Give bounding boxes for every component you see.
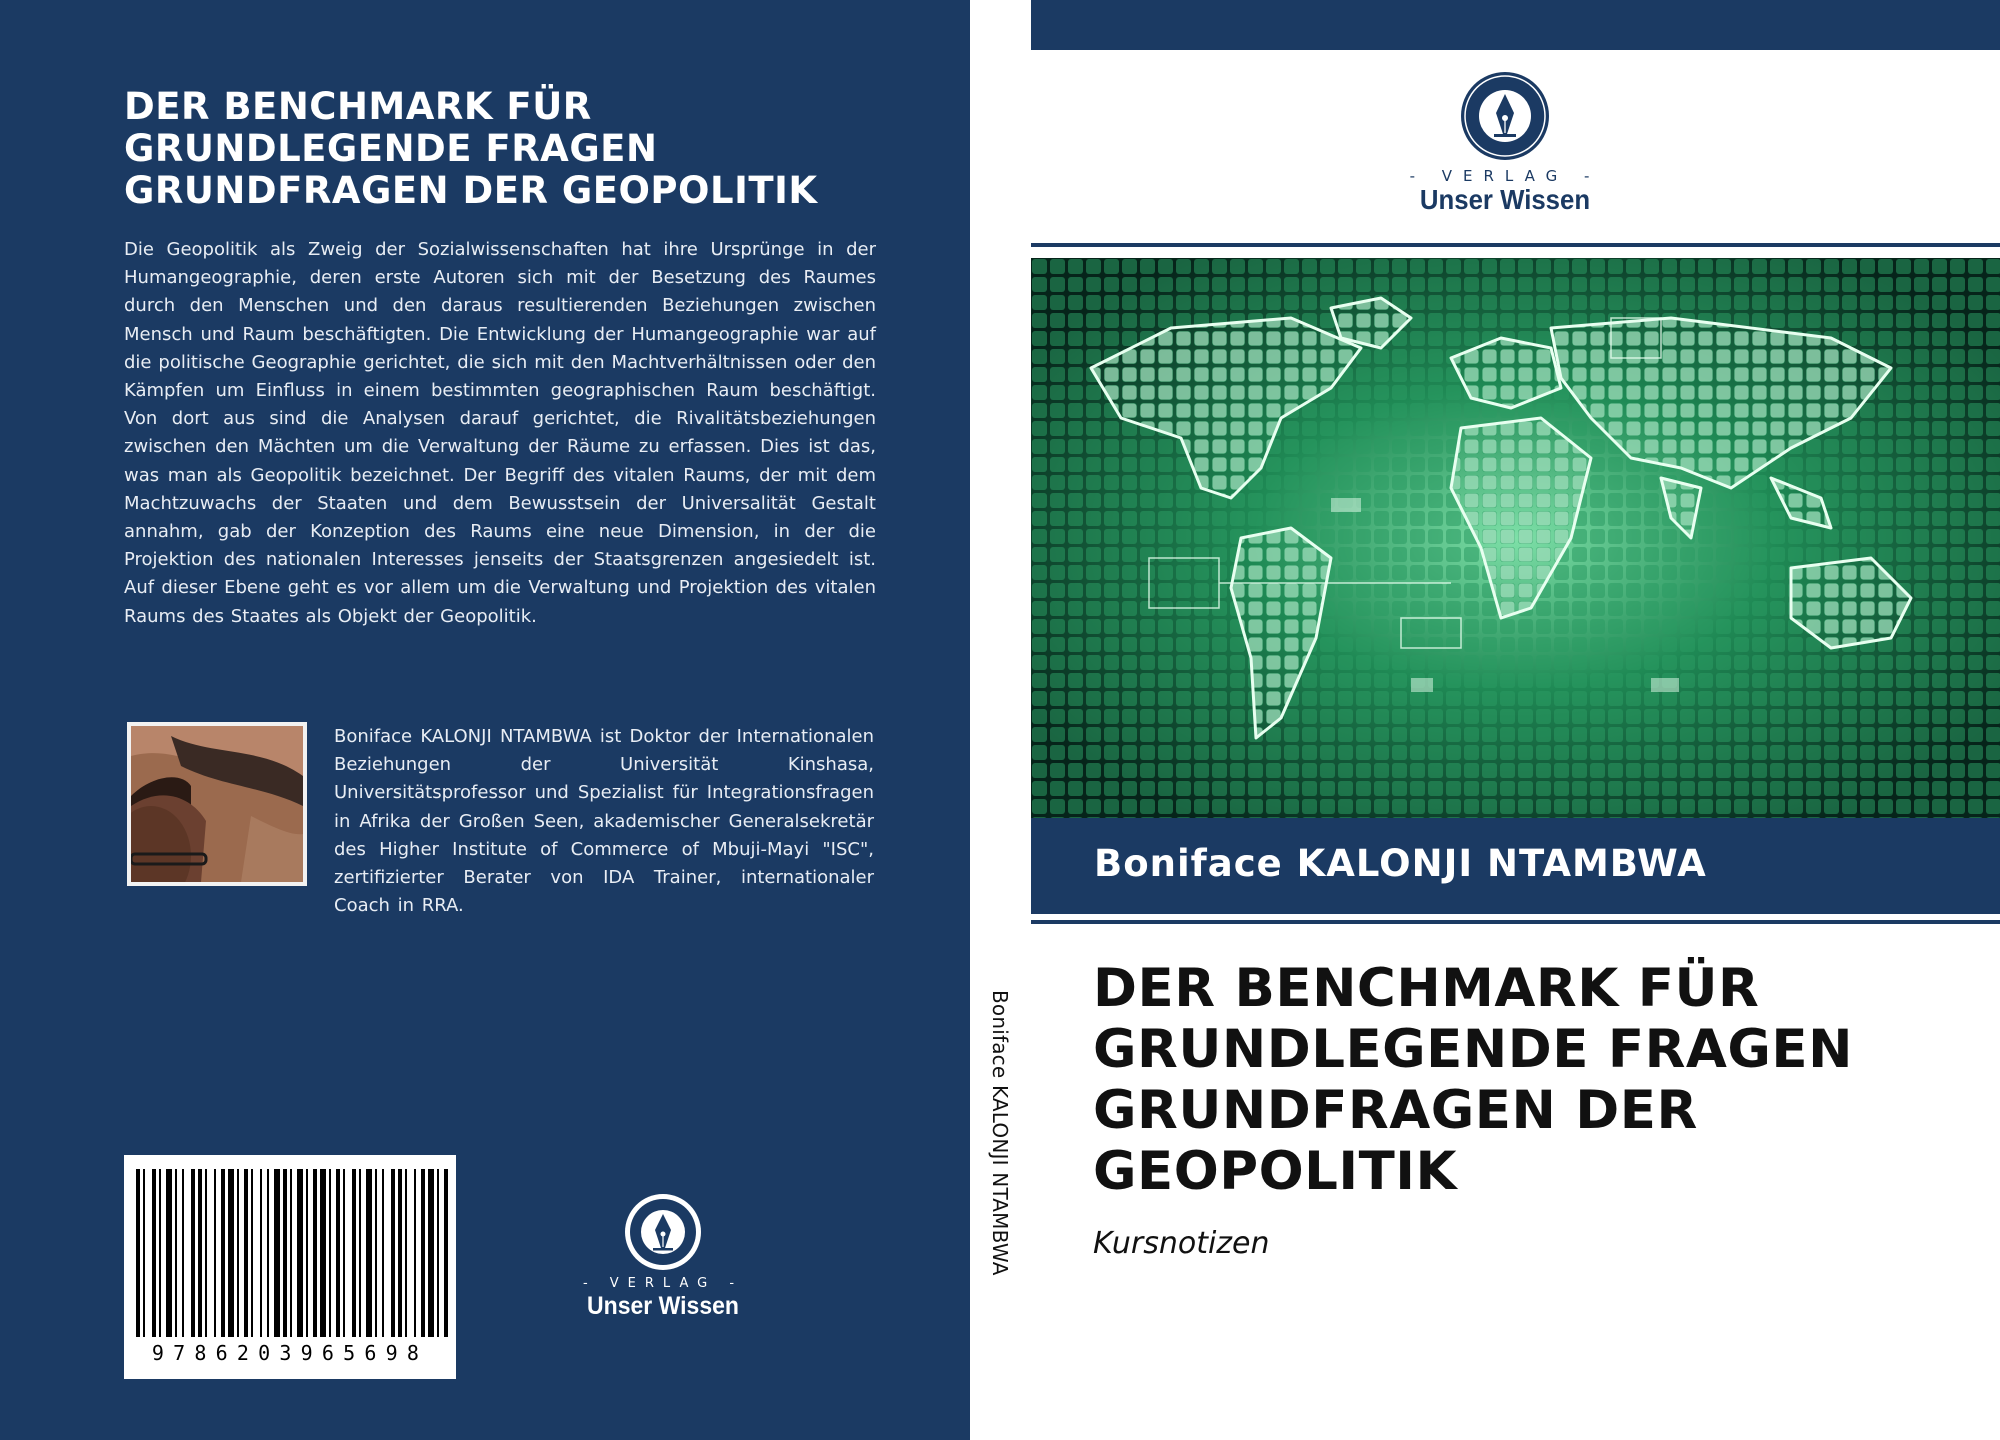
author-bio: Boniface KALONJI NTAMBWA ist Doktor der Internationalen Beziehungen der Universität Kinshasa, Universitätsprofessor und Spezialist für Integrationsfragen in Afrika der Großen Seen, akademischer Generalsekretär des Higher Institute of Commerce of Mbuji-Mayi "ISC", zertifizierter Berater von IDA Trainer, internationaler Coach in RRA. xyxy=(334,726,874,917)
front-title-line: GRUNDFRAGEN DER xyxy=(1093,1080,1698,1141)
back-cover xyxy=(0,0,970,1440)
world-map-image xyxy=(1031,258,2000,818)
front-title-line: GRUNDLEGENDE FRAGEN xyxy=(1093,1019,1853,1080)
back-title-line: GRUNDLEGENDE FRAGEN xyxy=(124,127,658,170)
spine-author: Boniface KALONJI NTAMBWA xyxy=(988,990,1012,1276)
author-photo xyxy=(127,722,307,886)
front-top-bar xyxy=(1031,0,2000,50)
back-title-line: GRUNDFRAGEN DER GEOPOLITIK xyxy=(124,169,818,212)
logo-publisher-name: Unser Wissen xyxy=(587,1292,739,1320)
isbn-digits: 9786203965698 xyxy=(151,1341,429,1365)
cover-world-map-image xyxy=(1031,258,2000,818)
back-publisher-logo xyxy=(560,1192,766,1322)
fountain-pen-nib-icon xyxy=(623,1192,703,1272)
front-cover-title xyxy=(1093,958,1973,1202)
divider-line xyxy=(1031,243,2000,247)
logo-verlag-text: - VERLAG - xyxy=(1409,167,1601,185)
isbn-barcode xyxy=(124,1155,456,1379)
logo-verlag-text: - VERLAG - xyxy=(582,1276,744,1291)
back-title-line: DER BENCHMARK FÜR xyxy=(124,85,592,128)
author-portrait-image xyxy=(131,726,303,882)
front-author-name: Boniface KALONJI NTAMBWA xyxy=(1094,842,1707,885)
front-title-line: GEOPOLITIK xyxy=(1093,1141,1458,1202)
back-cover-blurb: Die Geopolitik als Zweig der Sozialwissenschaften hat ihre Ursprünge in der Humangeographie, deren erste Autoren sich mit der Besetzung des Raumes durch den Menschen und den daraus resultierenden Beziehungen zwischen Mensch und Raum beschäftigten. Die Entwicklung der Humangeographie war auf die politische Geographie gerichtet, die sich mit den Machtverhältnissen oder den Kämpfen um Einfluss in einem bestimmten geographischen Raum beschäftigt. Von dort aus sind die Analysen darauf gerichtet, die Rivalitätsbeziehungen zwischen den Mächten um die Verwaltung der Räume zu erfassen. Dies ist das, was man als Geopolitik bezeichnet. Der Begriff des vitalen Raums, der mit dem Machtzuwachs der Staaten und dem Bewusstsein der Universalität Gestalt annahm, gab der Konzeption des Raums eine neue Dimension, in der die Projektion des nationalen Interesses jenseits der Staatsgrenzen angesiedelt ist. Auf dieser Ebene geht es vor allem um die Verwaltung und Projektion des vitalen Raums des Staates als Objekt der Geopolitik. xyxy=(124,239,876,627)
front-author-bar xyxy=(1031,818,2000,914)
divider-line xyxy=(1031,920,2000,924)
front-title-line: DER BENCHMARK FÜR xyxy=(1093,958,1760,1019)
back-cover-title xyxy=(124,86,884,212)
logo-publisher-name: Unser Wissen xyxy=(1419,184,1591,215)
front-subtitle: Kursnotizen xyxy=(1093,1226,1270,1261)
front-publisher-logo xyxy=(1400,70,1610,220)
fountain-pen-nib-icon xyxy=(1459,70,1551,162)
